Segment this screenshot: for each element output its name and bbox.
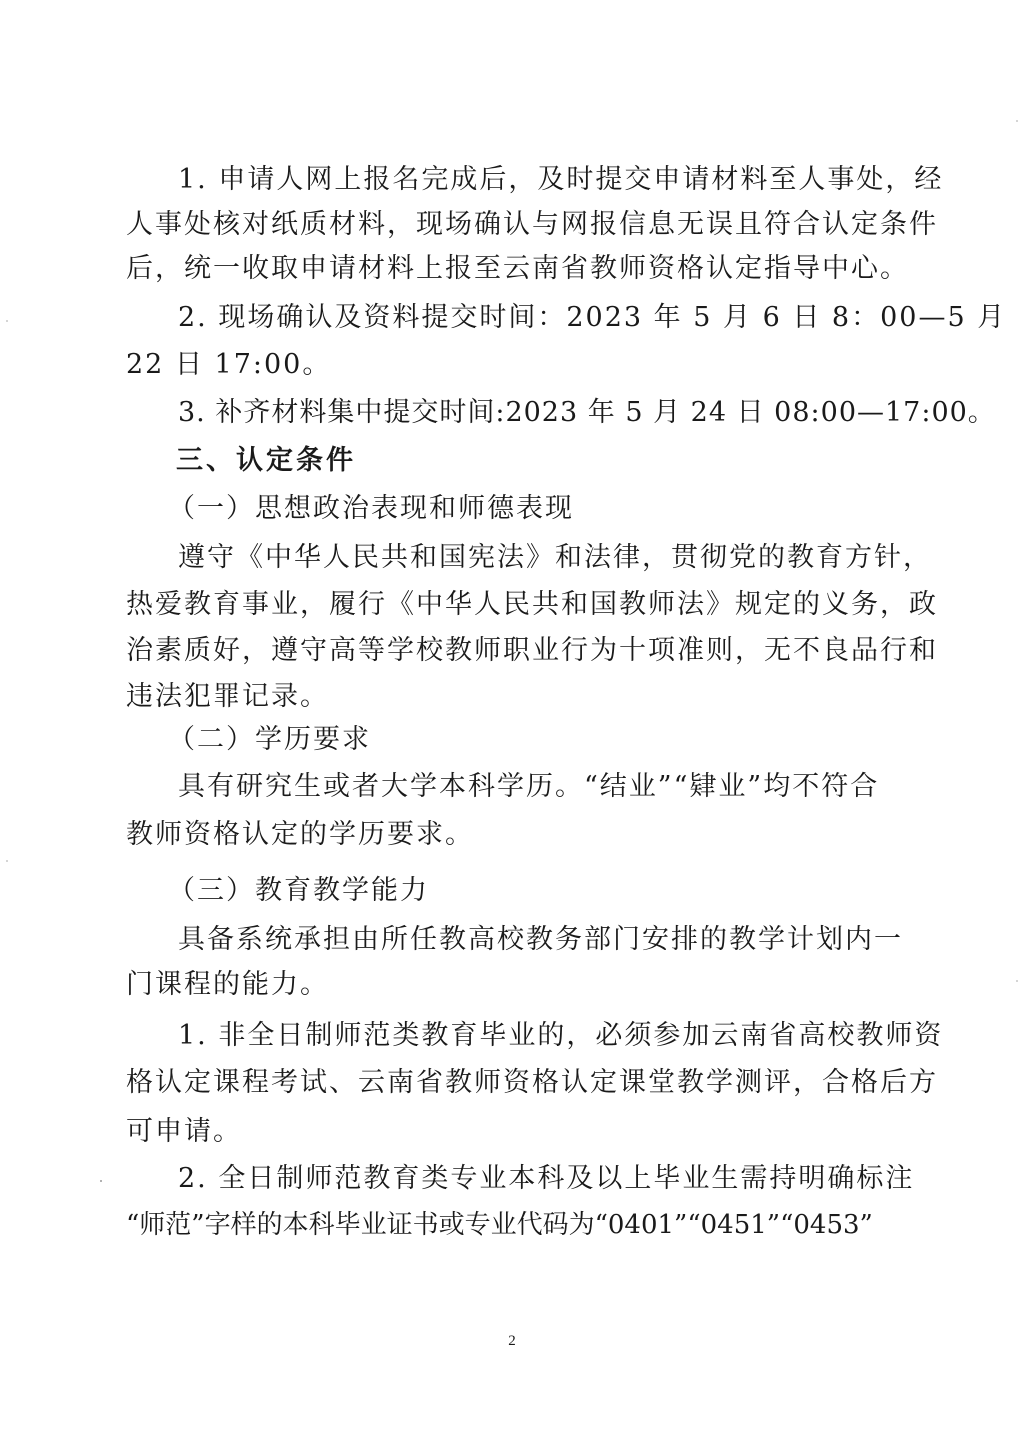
paragraph-line: 热爱教育事业，履行《中华人民共和国教师法》规定的义务，政 [126,589,938,620]
paragraph-line: 治素质好，遵守高等学校教师职业行为十项准则，无不良品行和 [126,635,938,666]
paragraph-line: 具有研究生或者大学本科学历。“结业”“肄业”均不符合 [178,771,880,802]
paragraph-line: 可申请。 [126,1116,242,1147]
scan-artifact [100,1180,102,1182]
paragraph-line: 违法犯罪记录。 [126,681,329,712]
page-number: 2 [508,1333,516,1349]
paragraph-line: 遵守《中华人民共和国宪法》和法律，贯彻党的教育方针， [178,542,932,573]
paragraph-line: 3. 补齐材料集中提交时间:2023 年 5 月 24 日 08:00—17:00。 [178,397,996,428]
paragraph-line: 后，统一收取申请材料上报至云南省教师资格认定指导中心。 [126,253,909,284]
paragraph-line: “师范”字样的本科毕业证书或专业代码为“0401”“0451”“0453” [126,1210,873,1240]
scan-artifact [1016,120,1018,122]
paragraph-line: 教师资格认定的学历要求。 [126,819,474,850]
paragraph-line: 2. 全日制师范教育类专业本科及以上毕业生需持明确标注 [178,1163,915,1194]
scan-artifact [6,860,8,862]
paragraph-line: 格认定课程考试、云南省教师资格认定课堂教学测评，合格后方 [126,1067,938,1098]
paragraph-line: 具备系统承担由所任教高校教务部门安排的教学计划内一 [178,924,903,955]
paragraph-line: 门课程的能力。 [126,969,329,1000]
paragraph-line: 22 日 17:00。 [126,349,332,380]
paragraph-line: 人事处核对纸质材料，现场确认与网报信息无误且符合认定条件 [126,209,938,240]
section-heading: 三、认定条件 [176,445,356,476]
subsection-heading: （二）学历要求 [168,724,371,755]
paragraph-line: 1. 非全日制师范类教育毕业的，必须参加云南省高校教师资 [178,1020,944,1051]
scan-artifact [6,320,8,322]
subsection-heading: （一）思想政治表现和师德表现 [168,493,574,524]
subsection-heading: （三）教育教学能力 [168,875,429,906]
paragraph-line: 2. 现场确认及资料提交时间：2023 年 5 月 6 日 8：00—5 月 [178,302,1007,333]
scan-artifact [1016,980,1018,982]
paragraph-line: 1. 申请人网上报名完成后，及时提交申请材料至人事处，经 [178,164,944,195]
